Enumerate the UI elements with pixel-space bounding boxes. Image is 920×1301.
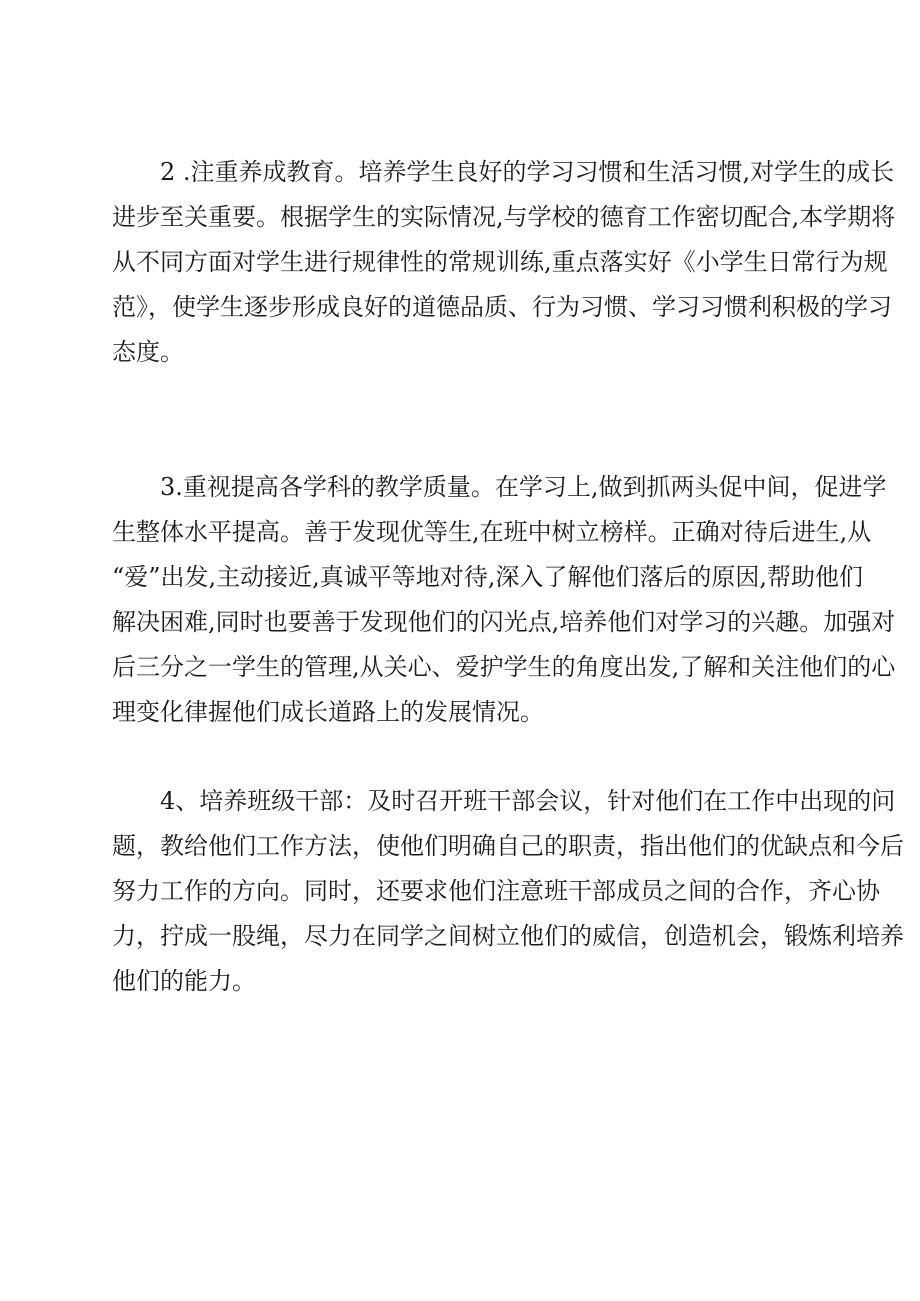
paragraph-line: 3.重视提高各学科的教学质量。在学习上,做到抓两头促中间，促进学 bbox=[112, 473, 887, 501]
paragraph-line: 从不同方面对学生进行规律性的常规训练,重点落实好《小学生日常行为规 bbox=[112, 248, 888, 276]
paragraph-line: 理变化律握他们成长道路上的发展情况。 bbox=[112, 698, 544, 726]
paragraph-line: 生整体水平提高。善于发现优等生,在班中树立榜样。正确对待后进生,从 bbox=[112, 518, 872, 546]
paragraph-line: 范》，使学生逐步形成良好的道德品质、行为习惯、学习习惯利积极的学习 bbox=[112, 293, 892, 321]
paragraph-line: 解决困难,同时也要善于发现他们的闪光点,培养他们对学习的兴趣。加强对 bbox=[112, 608, 896, 636]
paragraph-class-cadres bbox=[112, 779, 904, 1004]
paragraph-teaching-quality bbox=[112, 465, 896, 735]
paragraph-line: 题，教给他们工作方法，使他们明确自己的职责，指出他们的优缺点和今后 bbox=[112, 832, 904, 860]
paragraph-line: 他们的能力。 bbox=[112, 967, 256, 995]
paragraph-line: 态度。 bbox=[112, 338, 184, 366]
paragraph-line: 进步至关重要。根据学生的实际情况,与学校的德育工作密切配合,本学期将 bbox=[112, 203, 896, 231]
paragraph-line: 力，拧成一股绳，尽力在同学之间树立他们的威信，创造机会，锻炼利培养 bbox=[112, 922, 904, 950]
paragraph-line: 2 .注重养成教育。培养学生良好的学习习惯和生活习惯,对学生的成长 bbox=[112, 158, 895, 186]
paragraph-line: 4、培养班级干部：及时召开班干部会议，针对他们在工作中出现的问 bbox=[112, 787, 896, 815]
paragraph-habit-education bbox=[112, 150, 896, 375]
paragraph-line: “爱”出发,主动接近,真诚平等地对待,深入了解他们落后的原因,帮助他们 bbox=[112, 563, 864, 591]
paragraph-line: 努力工作的方向。同时，还要求他们注意班干部成员之间的合作，齐心协 bbox=[112, 877, 880, 905]
paragraph-line: 后三分之一学生的管理,从关心、爱护学生的角度出发,了解和关注他们的心 bbox=[112, 653, 896, 681]
